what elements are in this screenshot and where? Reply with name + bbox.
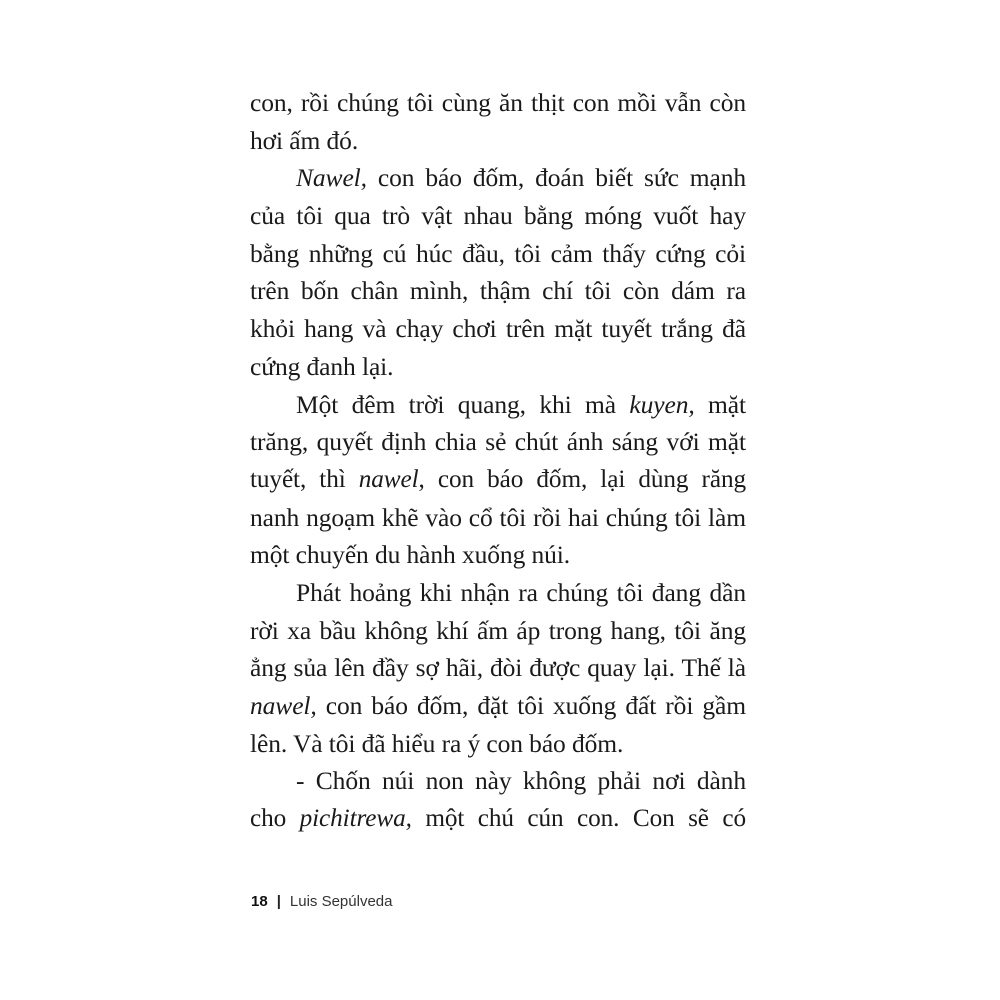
text-run: lên. Và tôi đã hiểu ra ý con báo đốm. [250,728,624,758]
text-run: Một đêm trời quang, khi mà [296,389,630,419]
text-run: bằng những cú húc đầu, tôi cảm thấy cứng cỏi [250,238,746,268]
text-line [250,235,746,273]
text-run: trăng, quyết định chia sẻ chút ánh sáng với mặt [250,427,746,457]
text-run: con báo đốm, đặt tôi xuống đất rồi gầm [316,691,746,720]
text-line [250,122,746,160]
page-number: 18 [251,893,268,910]
text-run: con báo đốm, đoán biết sức mạnh [366,163,746,193]
text-line [250,612,746,650]
text-run: cứng đanh lại. [250,351,394,381]
text-run: cho [250,805,300,833]
text-run: Phát hoảng khi nhận ra chúng tôi đang dần [296,577,746,607]
text-run: tuyết, thì [250,465,359,493]
text-line [250,84,746,122]
italic-term: Nawel, [296,163,367,193]
italic-term: pichitrewa, [299,805,412,833]
text-run: một chuyến du hành xuống núi. [250,540,571,570]
text-run: khỏi hang và chạy chơi trên mặt tuyết trắng đã [250,314,746,344]
text-line [250,762,746,800]
text-line [250,536,746,574]
text-line [250,800,746,838]
text-line [250,310,746,348]
text-line [250,272,746,310]
text-line [250,687,746,725]
page-footer [251,893,392,910]
text-line [250,499,746,537]
text-line [250,649,746,687]
body-text [250,84,746,838]
text-run: mặt [694,389,746,419]
text-run: con, rồi chúng tôi cùng ăn thịt con mồi vẫn còn [250,88,746,117]
footer-separator: | [276,893,281,910]
text-line [250,348,746,386]
text-line [250,725,746,763]
text-run: một chú cún con. Con sẽ có [411,805,747,833]
text-line [250,159,746,197]
text-run: của tôi qua trò vật nhau bằng móng vuốt hay [250,201,746,231]
text-run: trên bốn chân mình, thậm chí tôi còn dám ra [250,276,746,306]
italic-term: nawel [358,465,419,493]
text-line [250,423,746,461]
text-line [250,574,746,612]
text-run: nanh ngoạm khẽ vào cổ tôi rồi hai chúng tôi làm [250,502,746,532]
text-run: ẳng sủa lên đầy sợ hãi, đòi được quay lại. Thế là [250,653,746,683]
italic-term: kuyen, [629,389,695,419]
author-name: Luis Sepúlveda [289,893,393,910]
italic-term: nawel, [250,691,317,720]
text-run: rời xa bầu không khí ấm áp trong hang, tôi ăng [250,615,746,645]
text-line [250,461,746,499]
text-line [250,386,746,424]
text-run: - Chốn núi non này không phải nơi dành [296,766,746,796]
text-run: hơi ấm đó. [250,125,359,155]
text-run: , con báo đốm, lại dùng răng [418,465,746,493]
text-line [250,197,746,235]
